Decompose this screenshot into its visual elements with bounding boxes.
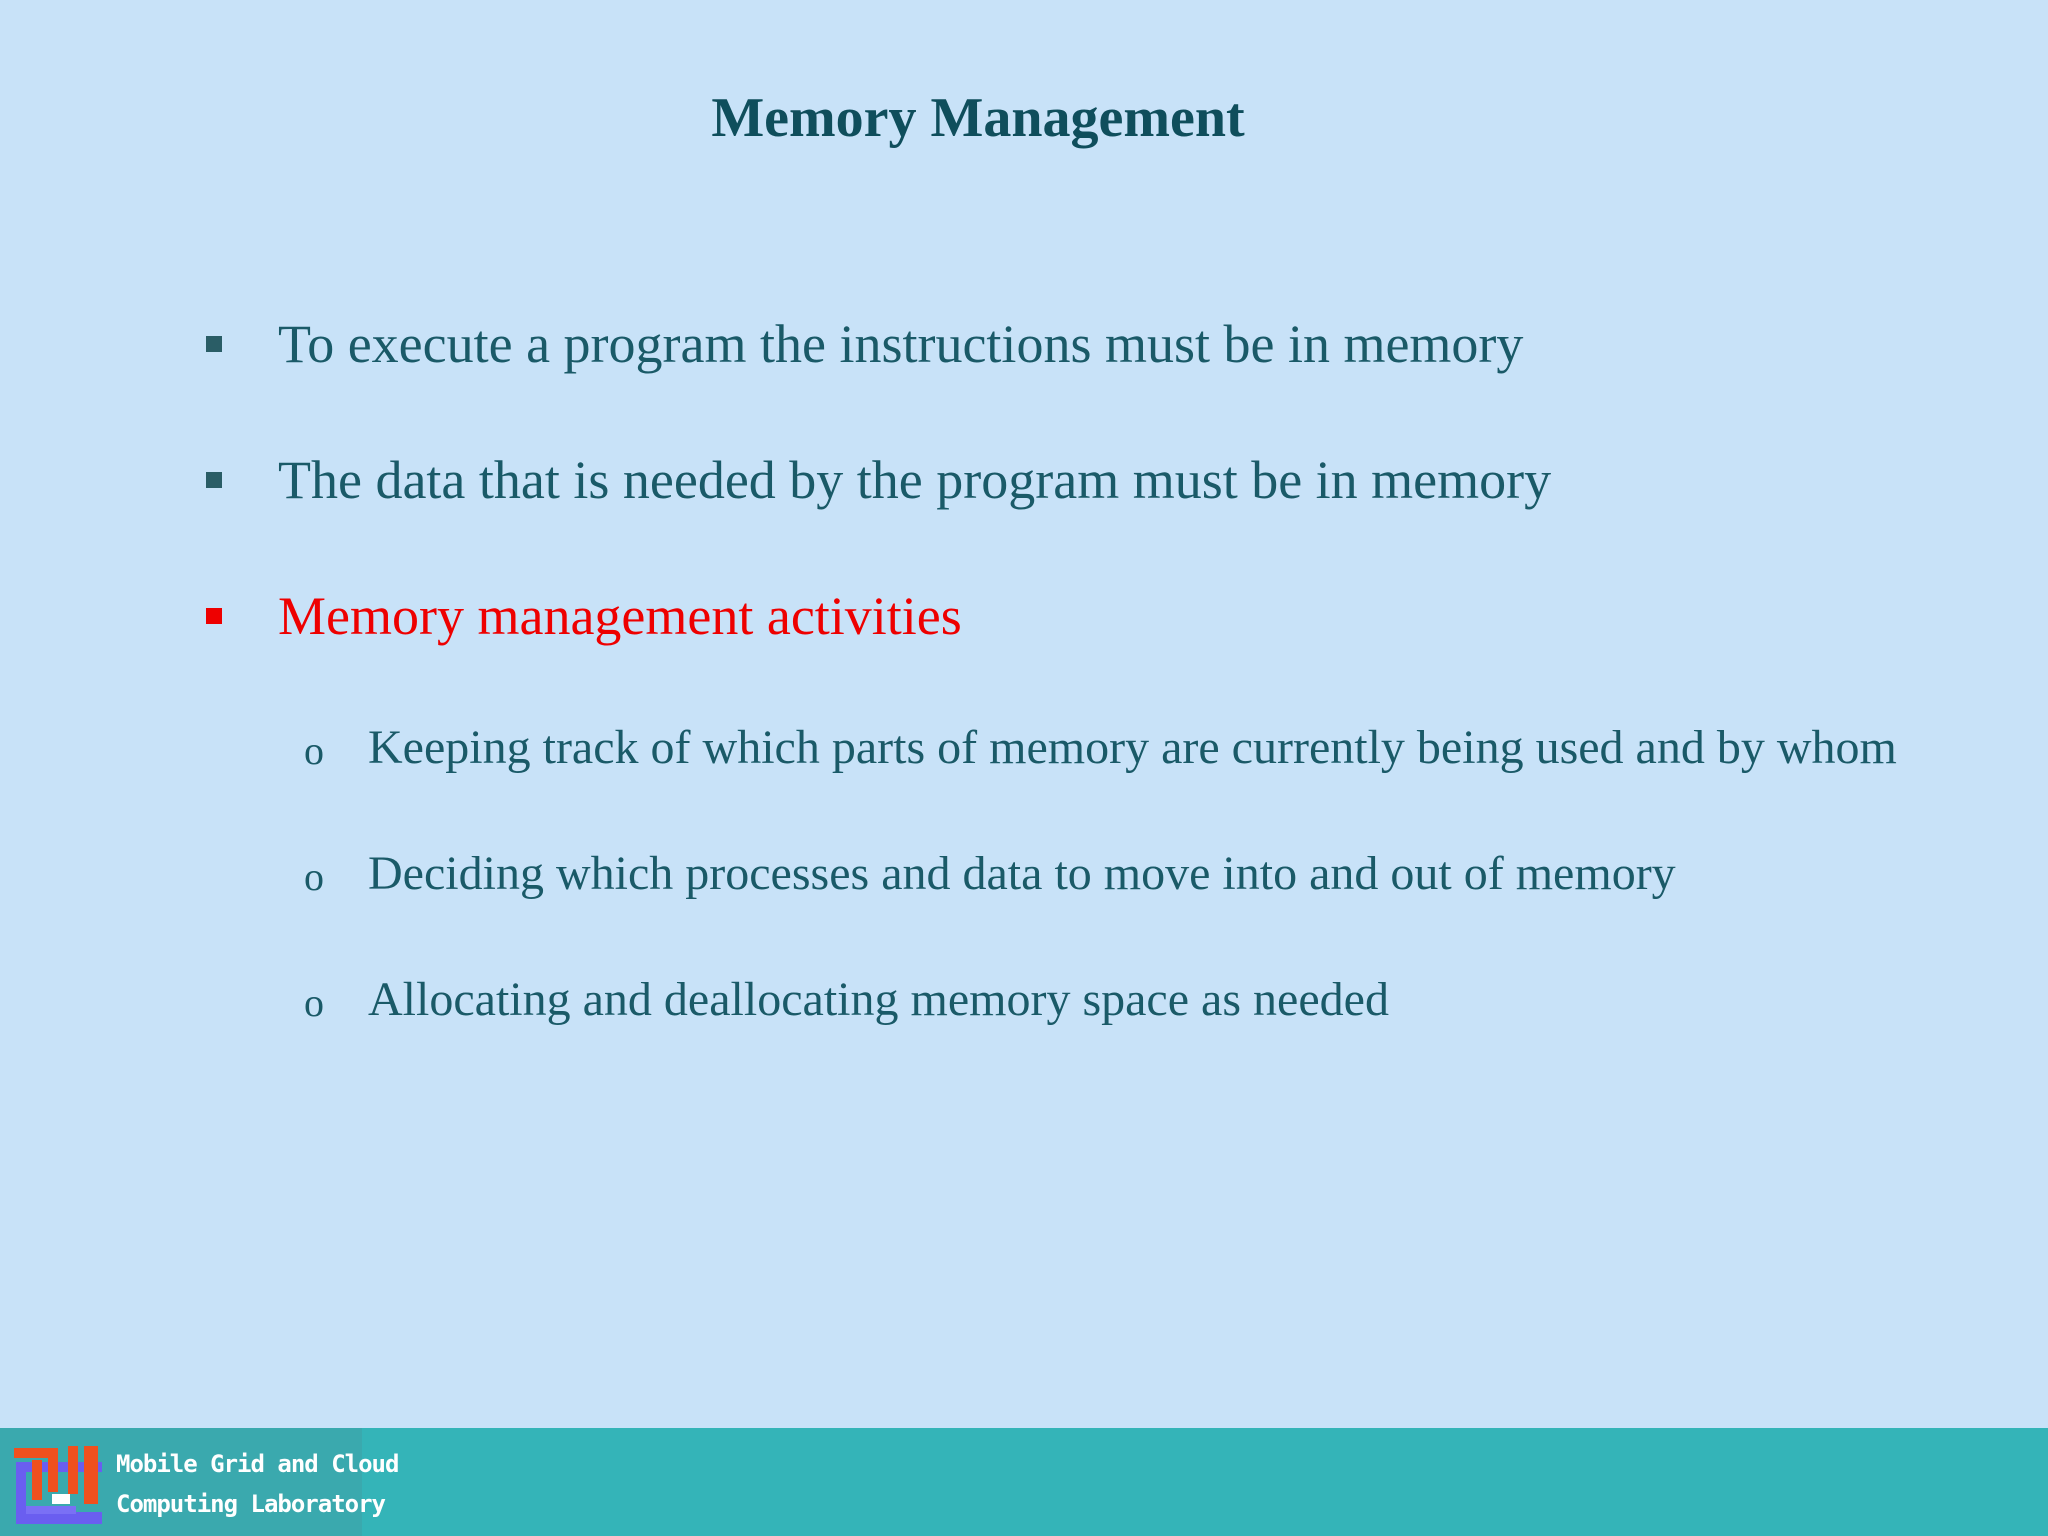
lab-name-line2: Computing Laboratory <box>116 1490 385 1518</box>
lab-logo <box>0 1428 399 1536</box>
square-bullet-icon <box>206 472 222 488</box>
circle-bullet-icon: o <box>304 854 324 899</box>
circle-bullet-icon: o <box>304 980 324 1025</box>
square-bullet-icon <box>206 336 222 352</box>
bullet-text: Memory management activities <box>278 586 962 646</box>
circle-bullet-icon: o <box>304 728 324 773</box>
slide-title: Memory Management <box>711 87 1245 149</box>
sub-bullet-text: Deciding which processes and data to move into and out of memory <box>368 847 1676 900</box>
bullet-text: The data that is needed by the program must be in memory <box>278 450 1552 510</box>
sub-bullet-text: Keeping track of which parts of memory are currently being used and by whom <box>368 721 1897 774</box>
lab-name-line1: Mobile Grid and Cloud <box>116 1450 399 1478</box>
square-bullet-icon <box>206 608 222 624</box>
lab-logo-icon <box>14 1446 104 1526</box>
bullet-text: To execute a program the instructions must be in memory <box>278 314 1524 374</box>
sub-bullet-text: Allocating and deallocating memory space as needed <box>368 973 1389 1026</box>
footer-bar <box>0 1428 2048 1536</box>
